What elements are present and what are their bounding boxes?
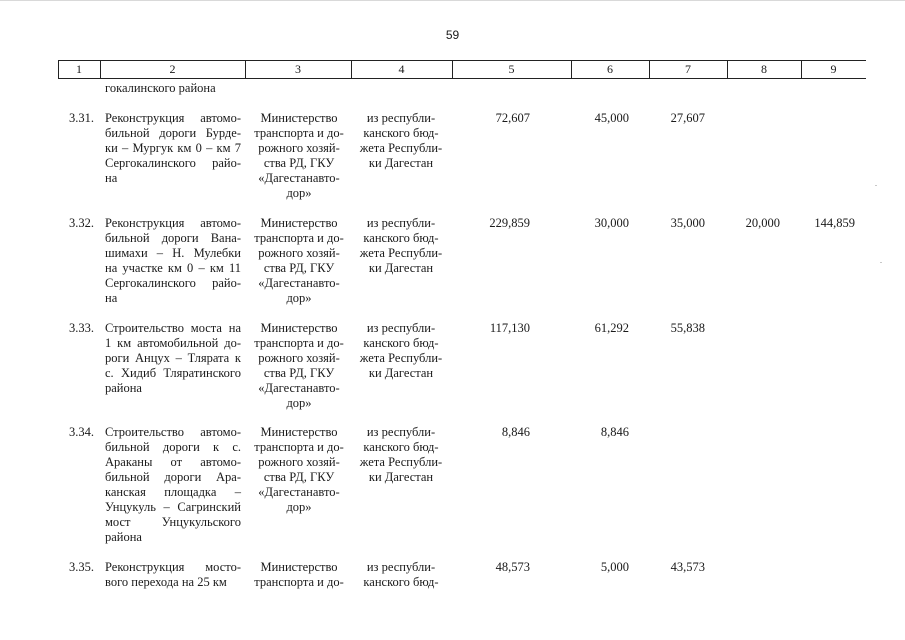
responsible-org — [250, 111, 348, 201]
project-name — [105, 111, 241, 186]
funding-source-line: из республи- — [366, 425, 436, 439]
funding-source-line: жета Республи- — [359, 455, 443, 469]
responsible-org-line: Министерство — [260, 111, 338, 125]
responsible-org-line: «Дагестанавто- — [258, 485, 340, 499]
funding-source — [357, 321, 445, 381]
amount-col-5: 48,573 — [495, 560, 530, 574]
funding-source — [357, 111, 445, 171]
responsible-org — [250, 216, 348, 306]
funding-source-line: ки Дагестан — [368, 156, 434, 170]
header-col-7: 7 — [685, 62, 691, 76]
header-col-3: 3 — [295, 62, 301, 76]
scan-speck — [875, 185, 877, 186]
project-name-line: шимахи – Н. Мулебки — [105, 246, 241, 260]
row-number: 3.33. — [69, 321, 94, 335]
amount-col-8: 20,000 — [745, 216, 780, 230]
funding-source-line: канского бюд- — [363, 126, 439, 140]
header-col-8: 8 — [761, 62, 767, 76]
scan-top-edge — [0, 0, 905, 1]
continuation-text: гокалинского района — [105, 81, 216, 95]
responsible-org-line: рожного хозяй- — [258, 246, 340, 260]
project-name — [105, 425, 241, 545]
funding-source-line: из республи- — [366, 321, 436, 335]
project-name-line: Строительство автомо- — [105, 425, 241, 439]
project-name-line: бильной дороги к с. — [105, 440, 241, 454]
project-name-line: ки – Мургук км 0 – км 7 — [105, 141, 241, 155]
row-number: 3.34. — [69, 425, 94, 439]
funding-source — [357, 216, 445, 276]
amount-col-6: 5,000 — [600, 560, 629, 574]
amount-col-6: 61,292 — [594, 321, 629, 335]
responsible-org-line: транспорта и до- — [254, 231, 344, 245]
funding-source-line: жета Республи- — [359, 246, 443, 260]
amount-col-6: 30,000 — [594, 216, 629, 230]
amount-col-6: 8,846 — [600, 425, 629, 439]
responsible-org — [250, 560, 348, 590]
amount-col-5: 229,859 — [489, 216, 530, 230]
funding-source — [357, 560, 445, 590]
project-name-line: на участке км 0 – км 11 — [105, 261, 241, 275]
project-name-line: Реконструкция автомо- — [105, 216, 241, 230]
responsible-org-line: «Дагестанавто- — [258, 276, 340, 290]
project-name-line: Реконструкция автомо- — [105, 111, 241, 125]
project-name-line: канская площадка – — [105, 485, 241, 499]
project-name-line: Унцукуль – Сагринский — [105, 500, 241, 514]
row-number: 3.32. — [69, 216, 94, 230]
header-col-6: 6 — [607, 62, 613, 76]
project-name-line: Араканы от автомо- — [105, 455, 241, 469]
funding-source-line: ки Дагестан — [368, 470, 434, 484]
project-name — [105, 560, 241, 590]
project-name-line: вого перехода на 25 км — [105, 575, 227, 589]
responsible-org-line: транспорта и до- — [254, 336, 344, 350]
header-bottom-rule — [58, 78, 866, 79]
responsible-org-line: Министерство — [260, 560, 338, 574]
project-name-line: района — [105, 381, 142, 395]
funding-source-line: ки Дагестан — [368, 261, 434, 275]
responsible-org-line: рожного хозяй- — [258, 455, 340, 469]
header-col-2: 2 — [169, 62, 176, 76]
funding-source-line: из республи- — [366, 216, 436, 230]
scan-speck — [880, 262, 882, 263]
project-name-line: Сергокалинского райо- — [105, 156, 241, 170]
responsible-org-line: Министерство — [260, 425, 338, 439]
amount-col-5: 8,846 — [501, 425, 530, 439]
project-name-line: мост Унцукульского — [105, 515, 241, 529]
project-name-line: роги Анцух – Тлярата к — [105, 351, 241, 365]
responsible-org — [250, 321, 348, 411]
responsible-org — [250, 425, 348, 515]
responsible-org-line: «Дагестанавто- — [258, 171, 340, 185]
row-number: 3.35. — [69, 560, 94, 574]
header-col-9: 9 — [830, 62, 837, 76]
amount-col-9: 144,859 — [814, 216, 855, 230]
project-name-line: 1 км автомобильной до- — [105, 336, 241, 350]
project-name-line: бильной дороги Бурде- — [105, 126, 241, 140]
project-name-line: Строительство моста на — [105, 321, 241, 335]
header-col-1: 1 — [76, 62, 82, 76]
project-name-line: района — [105, 530, 142, 544]
project-name-line: бильной дороги Ара- — [105, 470, 241, 484]
amount-col-5: 72,607 — [495, 111, 530, 125]
funding-source-line: канского бюд- — [363, 231, 439, 245]
amount-col-7: 43,573 — [670, 560, 705, 574]
responsible-org-line: ства РД, ГКУ — [263, 156, 335, 170]
responsible-org-line: рожного хозяй- — [258, 141, 340, 155]
responsible-org-line: дор» — [286, 396, 312, 410]
funding-source-line: из республи- — [366, 560, 436, 574]
funding-source-line: канского бюд- — [363, 440, 439, 454]
funding-source — [357, 425, 445, 485]
funding-source-line: жета Республи- — [359, 141, 443, 155]
responsible-org-line: транспорта и до- — [254, 126, 344, 140]
header-col-5: 5 — [508, 62, 515, 76]
responsible-org-line: ства РД, ГКУ — [263, 366, 335, 380]
responsible-org-line: транспорта и до- — [254, 575, 344, 589]
funding-source-line: канского бюд- — [363, 336, 439, 350]
responsible-org-line: дор» — [286, 291, 312, 305]
responsible-org-line: рожного хозяй- — [258, 351, 340, 365]
funding-source-line: ки Дагестан — [368, 366, 434, 380]
project-name-line: на — [105, 171, 118, 185]
funding-source-line: канского бюд- — [363, 575, 439, 589]
amount-col-5: 117,130 — [489, 321, 530, 335]
funding-source-line: жета Республи- — [359, 351, 443, 365]
project-name — [105, 321, 241, 396]
amount-col-7: 35,000 — [670, 216, 705, 230]
responsible-org-line: ства РД, ГКУ — [263, 261, 335, 275]
amount-col-7: 55,838 — [670, 321, 705, 335]
funding-source-line: из республи- — [366, 111, 436, 125]
row-number: 3.31. — [69, 111, 94, 125]
amount-col-7: 27,607 — [670, 111, 705, 125]
amount-col-6: 45,000 — [594, 111, 629, 125]
table-header-row — [58, 60, 866, 79]
responsible-org-line: дор» — [286, 186, 312, 200]
header-col-4: 4 — [398, 62, 405, 76]
responsible-org-line: транспорта и до- — [254, 440, 344, 454]
project-name — [105, 216, 241, 306]
project-name-line: бильной дороги Вана- — [105, 231, 241, 245]
page-number: 59 — [445, 28, 460, 42]
responsible-org-line: Министерство — [260, 321, 338, 335]
project-name-line: Реконструкция мосто- — [105, 560, 241, 574]
responsible-org-line: дор» — [286, 500, 312, 514]
project-name-line: Сергокалинского райо- — [105, 276, 241, 290]
project-name-line: с. Хидиб Тляратинского — [105, 366, 241, 380]
responsible-org-line: ства РД, ГКУ — [263, 470, 335, 484]
responsible-org-line: «Дагестанавто- — [258, 381, 340, 395]
project-name-line: на — [105, 291, 118, 305]
responsible-org-line: Министерство — [260, 216, 338, 230]
